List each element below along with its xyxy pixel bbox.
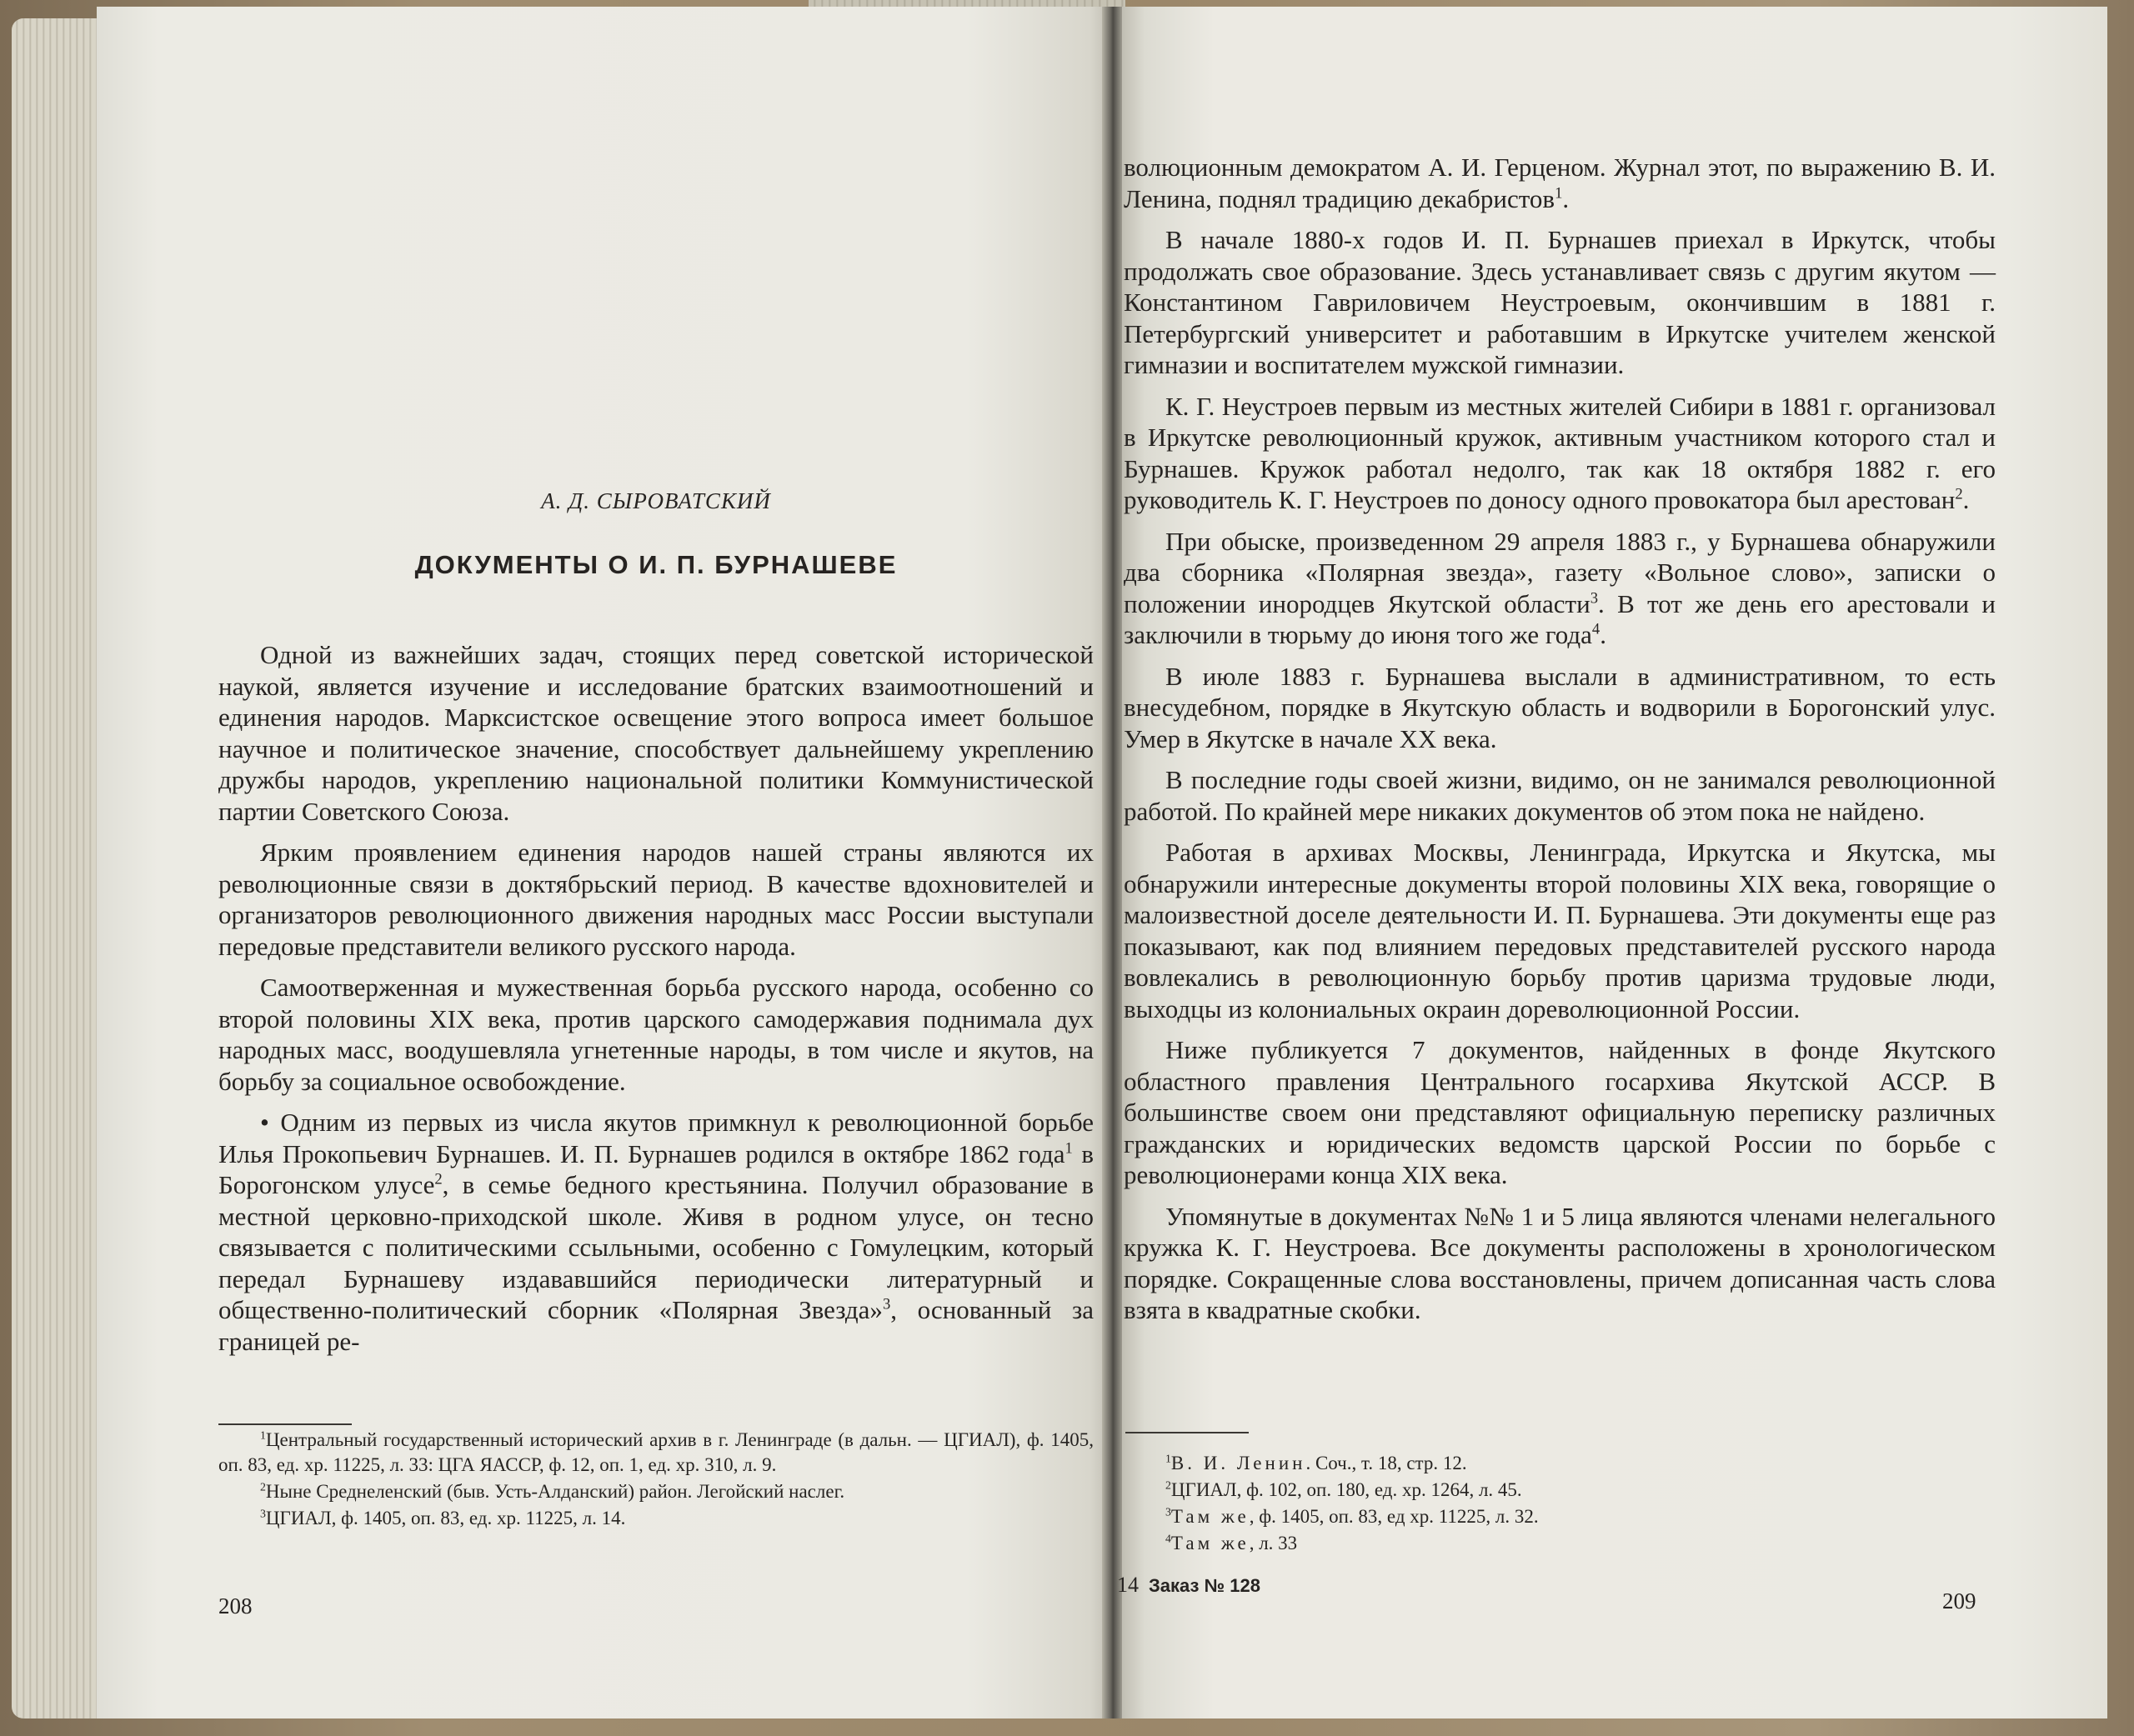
- footnote-ref[interactable]: 1: [1555, 184, 1563, 203]
- footnote-ref[interactable]: 3: [1590, 589, 1598, 608]
- footnote-ref[interactable]: 3: [882, 1295, 891, 1313]
- article-title: ДОКУМЕНТЫ О И. П. БУРНАШЕВЕ: [414, 550, 898, 579]
- footnote: $^2$ЦГИАЛ, ф. 102, оп. 180, ед. хр. 1264, л. 45.: [1165, 1478, 1522, 1500]
- footnote-divider: [218, 1423, 352, 1425]
- book-gutter: [1102, 7, 1122, 1718]
- footnote-ref[interactable]: 4: [1591, 620, 1600, 638]
- paragraph: • Одним из первых из числа якутов примкнул к революционной борьбе Илья Прокопьевич Бурнашев. И. П. Бурнашев родился в октябре 1862 года$^1$ в Борогонском улусе$^2$, в семье бедного крестьянина. Получил образование в местной церковно-приходской школе. Живя в родном улусе, он тесно связывается с политическими ссыльными, особенно с Гомулецким, который передал Бурнашеву издававшийся периодически литературный и общественно-политический сборник «Полярная Звезда»$^3$, основанный за границей ре-: [218, 1108, 1094, 1356]
- paragraph: Одной из важнейших задач, стоящих перед советской исторической наукой, является изучение и исследование братских взаимоотношений и единения народов. Марксистское освещение этого вопроса имеет большое научное и политическое значение, способствует дальнейшему укреплению дружбы народов, укреплению национальной политики Коммунистической партии Советского Союза.: [218, 640, 1094, 826]
- footnote: $^1$В. И. Ленин. Соч., т. 18, стр. 12.: [1165, 1452, 1467, 1473]
- printing-signature: 14 Заказ № 128: [1117, 1573, 1260, 1597]
- footnote-divider: [1125, 1432, 1249, 1433]
- paragraph: Ниже публикуется 7 документов, найденных в фонде Якутского областного правления Центрального госархива Якутской АССР. В большинстве своем они представляют официальную переписку различных гражданских и юридических ведомств царской России по борьбе с революционерами конца XIX века.: [1124, 1035, 1996, 1189]
- footnote: $^1$Центральный государственный исторический архив в г. Ленинграде (в дальн. — ЦГИАЛ), ф. 1405, оп. 83, ед. хр. 11225, л. 33: ЦГА ЯАССР, ф. 12, оп. 1, ед. хр. 310, л. 9.: [218, 1428, 1094, 1475]
- footnote-ref[interactable]: 2: [1955, 485, 1963, 503]
- footnote: $^2$Ныне Среднеленский (быв. Усть-Алданский) район. Легойский наслег.: [260, 1480, 845, 1502]
- page-number-right: 209: [1942, 1588, 1976, 1613]
- paragraph: волюционным демократом А. И. Герценом. Журнал этот, по выражению В. И. Ленина, поднял традицию декабристов$^1$.: [1124, 153, 1996, 213]
- paragraph: Самоотверженная и мужественная борьба русского народа, особенно со второй половины XIX века, против царского самодержавия поднимала дух народных масс, воодушевляла угнетенные народы, в том числе и якутов, на борьбу за социальное освобождение.: [218, 973, 1094, 1096]
- paragraph: В июле 1883 г. Бурнашева выслали в административном, то есть внесудебном, порядке в Якутскую область и водворили в Борогонский улус. Умер в Якутске в начале XX века.: [1124, 661, 1996, 753]
- footnote: $^4$Там же, л. 33: [1165, 1532, 1298, 1553]
- paragraph: При обыске, произведенном 29 апреля 1883 г., у Бурнашева обнаружили два сборника «Полярная звезда», газету «Вольное слово», записки о положении инородцев Якутской области$^3$. В тот же день его арестовали и заключили в тюрьму до июня того же года$^4$.: [1124, 526, 1996, 649]
- paragraph: К. Г. Неустроев первым из местных жителей Сибири в 1881 г. организовал в Иркутске революционный кружок, активным участником которого стал и Бурнашев. Кружок работал недолго, так как 18 октября 1882 г. его руководитель К. Г. Неустроев по доносу одного провокатора был арестован$^2$.: [1124, 391, 1996, 514]
- left-page-body: [218, 639, 1094, 1367]
- paragraph: Упомянутые в документах №№ 1 и 5 лица являются членами нелегального кружка К. Г. Неустроева. Все документы расположены в хронологическом порядке. Сокращенные слова восстановлены, причем дописанная часть слова взята в квадратные скобки.: [1124, 1201, 1996, 1324]
- paragraph: Работая в архивах Москвы, Ленинграда, Иркутска и Якутска, мы обнаружили интересные документы второй половины XIX века, говорящие о малоизвестной доселе деятельности И. П. Бурнашева. Эти документы еще раз показывают, как под влиянием передовых представителей русского народа вовлекались в революционную борьбу против царизма трудовые люди, выходцы из колониальных окраин дореволюционной России.: [1124, 838, 1996, 1023]
- paragraph: В последние годы своей жизни, видимо, он не занимался революционной работой. По крайней мере никаких документов об этом пока не найдено.: [1124, 765, 1996, 826]
- footnote-ref[interactable]: 2: [434, 1170, 443, 1188]
- paragraph: Ярким проявлением единения народов нашей страны являются их революционные связи в доктябрьский период. В качестве вдохновителей и организаторов революционного движения народных масс России выступали передовые представители великого русского народа.: [218, 838, 1094, 961]
- paragraph: В начале 1880-х годов И. П. Бурнашев приехал в Иркутск, чтобы продолжать свое образование. Здесь устанавливает связь с другим якутом — Константином Гавриловичем Неустроевым, окончившим в 1881 г. Петербургский университет и работавшим в Иркутске учителем женской гимназии и воспитателем мужской гимназии.: [1124, 225, 1996, 379]
- page-number-left: 208: [218, 1593, 253, 1618]
- footnote-ref[interactable]: 1: [1064, 1139, 1073, 1158]
- right-footnotes: [1124, 1451, 1996, 1558]
- article-author: А. Д. СЫРОВАТСКИЙ: [541, 488, 771, 513]
- footnote: $^3$Там же, ф. 1405, оп. 83, ед хр. 11225, л. 32.: [1165, 1505, 1539, 1527]
- footnote: $^3$ЦГИАЛ, ф. 1405, оп. 83, ед. хр. 11225, л. 14.: [260, 1507, 626, 1528]
- left-footnotes: [218, 1428, 1094, 1533]
- right-page-body: [1124, 152, 1996, 1336]
